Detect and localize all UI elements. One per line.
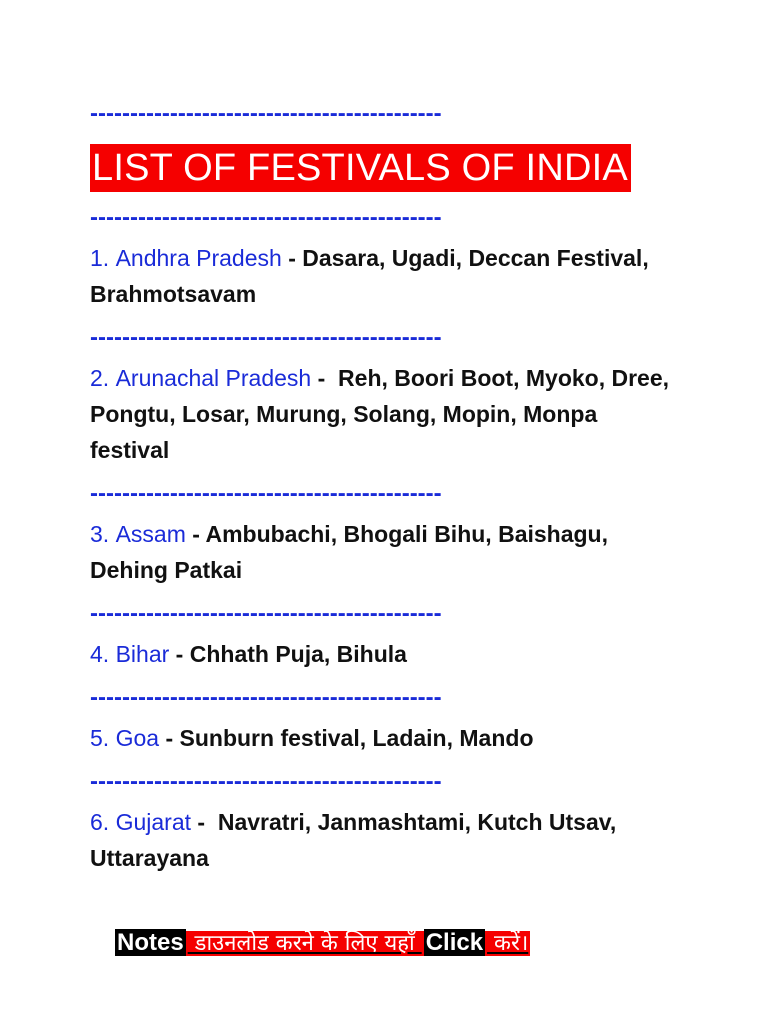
festival-entry-6 bbox=[90, 804, 675, 876]
entry-number: 3. bbox=[90, 521, 110, 547]
divider: -------------------------------------------- bbox=[90, 204, 442, 231]
divider: -------------------------------------------- bbox=[90, 480, 442, 507]
festival-entry-5 bbox=[90, 720, 675, 756]
notes-download-link[interactable] bbox=[115, 925, 530, 961]
download-text[interactable]: डाउनलोड करने के लिए यहाँ bbox=[187, 931, 422, 956]
festival-names: Reh, Boori Boot, Myoko, Dree, Pongtu, Losar, Murung, Solang, Mopin, Monpa festival bbox=[90, 365, 670, 463]
festival-list-page bbox=[90, 96, 680, 884]
page-title: LIST OF FESTIVALS OF INDIA bbox=[90, 144, 631, 192]
entry-number: 6. bbox=[90, 809, 110, 835]
divider: -------------------------------------------- bbox=[90, 768, 442, 795]
click-label[interactable]: Click bbox=[425, 929, 484, 956]
festival-names: Sunburn festival, Ladain, Mando bbox=[179, 725, 534, 751]
entry-separator: - bbox=[169, 641, 190, 667]
entry-separator: - bbox=[281, 245, 303, 271]
entry-number: 1. bbox=[90, 245, 110, 271]
karen-text[interactable]: करें। bbox=[487, 931, 529, 956]
state-name: Andhra Pradesh bbox=[115, 245, 282, 271]
entry-number: 5. bbox=[90, 725, 110, 751]
state-name: Gujarat bbox=[115, 809, 192, 835]
entry-separator: - bbox=[191, 809, 218, 835]
entry-separator: - bbox=[159, 725, 180, 751]
divider: -------------------------------------------- bbox=[90, 684, 442, 711]
divider: -------------------------------------------- bbox=[90, 324, 442, 351]
festival-entry-4 bbox=[90, 636, 675, 672]
state-name: Arunachal Pradesh bbox=[115, 365, 312, 391]
festival-names: Navratri, Janmashtami, Kutch Utsav, Uttarayana bbox=[90, 809, 617, 871]
state-name: Assam bbox=[115, 521, 186, 547]
entry-separator: - bbox=[311, 365, 339, 391]
title-wrap bbox=[90, 144, 680, 192]
festival-names: Dasara, Ugadi, Deccan Festival, Brahmotsavam bbox=[90, 245, 649, 307]
festival-names: Ambubachi, Bhogali Bihu, Baishagu, Dehing Patkai bbox=[90, 521, 608, 583]
divider: -------------------------------------------- bbox=[90, 600, 442, 627]
festival-entry-2 bbox=[90, 360, 675, 468]
state-name: Bihar bbox=[115, 641, 170, 667]
state-name: Goa bbox=[115, 725, 160, 751]
entry-separator: - bbox=[185, 521, 206, 547]
festival-entry-3 bbox=[90, 516, 675, 588]
entry-number: 2. bbox=[90, 365, 110, 391]
notes-label[interactable]: Notes bbox=[117, 929, 184, 956]
divider-top: -------------------------------------------- bbox=[90, 100, 442, 127]
festival-names: Chhath Puja, Bihula bbox=[189, 641, 407, 667]
festival-entry-1 bbox=[90, 240, 675, 312]
entry-number: 4. bbox=[90, 641, 110, 667]
